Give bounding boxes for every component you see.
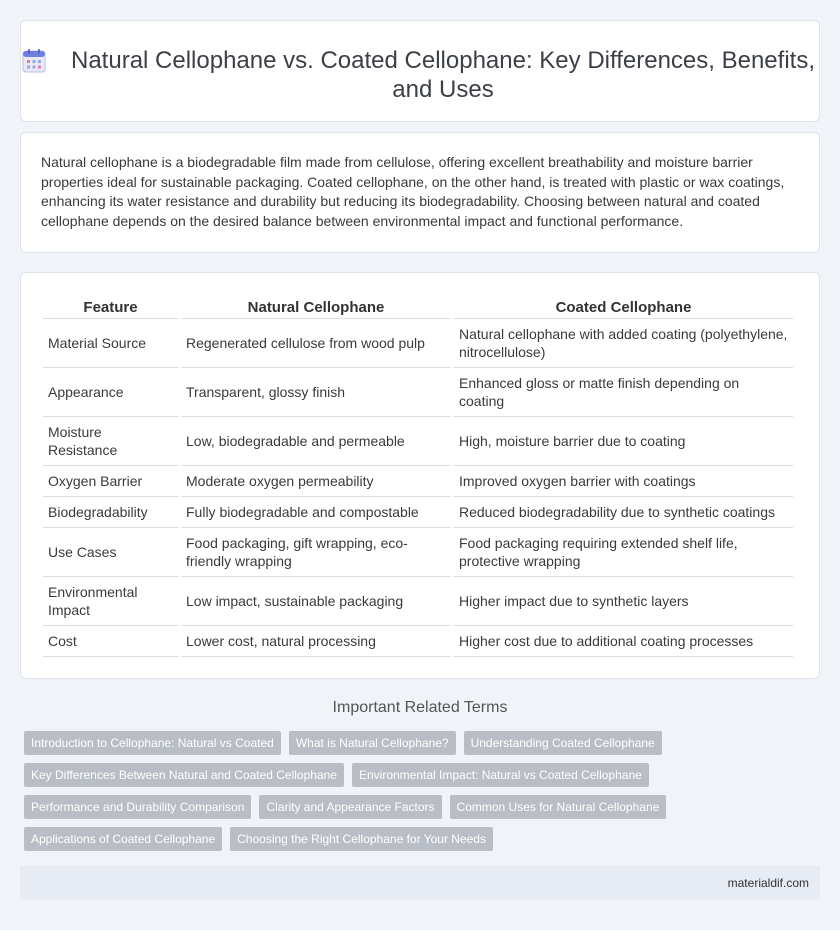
table-row [43,466,793,497]
related-term-tag[interactable]: Environmental Impact: Natural vs Coated Cellophane [352,763,649,787]
row-feature: Moisture Resistance [43,417,178,466]
row-feature: Biodegradability [43,497,178,528]
row-natural: Regenerated cellulose from wood pulp [181,319,451,368]
related-term-tag[interactable]: Clarity and Appearance Factors [259,795,441,819]
row-feature: Appearance [43,368,178,417]
calendar-grid-icon [21,48,47,74]
intro-paragraph: Natural cellophane is a biodegradable film made from cellulose, offering excellent breathability and moisture barrier properties ideal for sustainable packaging. Coated cellophane, on the other hand, is treated with plastic or wax coatings, enhancing its water resistance and durability but reducing its biodegradability. Choosing between natural and coated cellophane depends on the desired balance between environmental impact and functional performance. [41,154,785,229]
header-natural: Natural Cellophane [181,297,451,319]
row-natural: Fully biodegradable and compostable [181,497,451,528]
row-coated: Improved oxygen barrier with coatings [454,466,793,497]
row-feature: Cost [43,626,178,657]
table-row [43,319,793,368]
related-term-tag[interactable]: Key Differences Between Natural and Coated Cellophane [24,763,344,787]
table-row [43,417,793,466]
row-coated: Reduced biodegradability due to synthetic coatings [454,497,793,528]
related-term-tag[interactable]: Understanding Coated Cellophane [464,731,662,755]
row-coated: Food packaging requiring extended shelf life, protective wrapping [454,528,793,577]
related-terms-tags [24,731,724,851]
page-title: Natural Cellophane vs. Coated Cellophane: Key Differences, Benefits, and Uses [71,47,815,103]
related-term-tag[interactable]: Performance and Durability Comparison [24,795,251,819]
related-term-tag[interactable]: Common Uses for Natural Cellophane [450,795,667,819]
row-natural: Food packaging, gift wrapping, eco-friendly wrapping [181,528,451,577]
comparison-table [40,297,796,657]
header-feature: Feature [43,297,178,319]
row-feature: Oxygen Barrier [43,466,178,497]
table-row [43,577,793,626]
row-natural: Lower cost, natural processing [181,626,451,657]
row-coated: High, moisture barrier due to coating [454,417,793,466]
row-coated: Higher cost due to additional coating processes [454,626,793,657]
row-natural: Moderate oxygen permeability [181,466,451,497]
row-natural: Transparent, glossy finish [181,368,451,417]
footer [20,866,820,900]
related-term-tag[interactable]: What is Natural Cellophane? [289,731,456,755]
table-row [43,528,793,577]
header-card [20,20,820,122]
table-row [43,497,793,528]
row-feature: Environmental Impact [43,577,178,626]
row-coated: Higher impact due to synthetic layers [454,577,793,626]
comparison-table-card [20,272,820,679]
related-term-tag[interactable]: Choosing the Right Cellophane for Your Needs [230,827,493,851]
table-row [43,368,793,417]
related-terms-heading: Important Related Terms [332,699,508,716]
related-term-tag[interactable]: Introduction to Cellophane: Natural vs Coated [24,731,281,755]
intro-card [20,132,820,253]
title-row [21,21,819,104]
row-natural: Low impact, sustainable packaging [181,577,451,626]
table-header-row [43,297,793,319]
row-feature: Material Source [43,319,178,368]
header-coated: Coated Cellophane [454,297,793,319]
footer-site-link[interactable]: materialdif.com [727,876,809,890]
row-coated: Natural cellophane with added coating (polyethylene, nitrocellulose) [454,319,793,368]
related-term-tag[interactable]: Applications of Coated Cellophane [24,827,222,851]
row-coated: Enhanced gloss or matte finish depending on coating [454,368,793,417]
row-feature: Use Cases [43,528,178,577]
table-row [43,626,793,657]
row-natural: Low, biodegradable and permeable [181,417,451,466]
